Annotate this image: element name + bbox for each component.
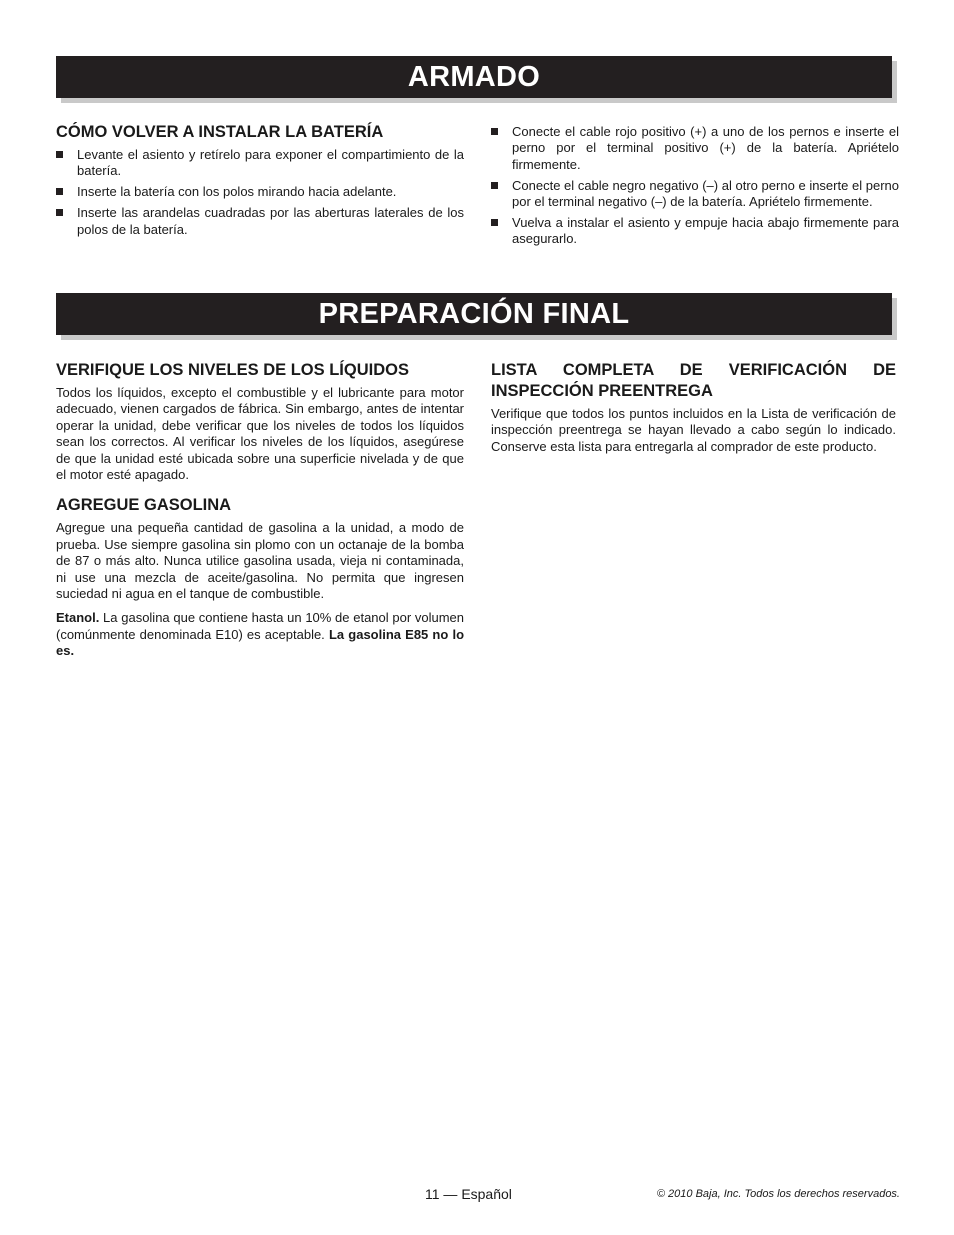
- square-bullet-icon: [491, 182, 498, 189]
- list-item: Conecte el cable rojo positivo (+) a uno de los pernos e inserte el perno por el terminal positivo (+) de la batería. Apriételo firmemente.: [491, 124, 899, 173]
- gasoline-body: Agregue una pequeña cantidad de gasolina a la unidad, a modo de prueba. Use siempre gasolina sin plomo con un octanaje de la bomba de 87 o más alto. Nunca utilice gasolina usada, vieja ni contaminada, ni use una mezcla de aceite/gasolina. No permita que ingresen suciedad ni agua en el tanque de combustible.: [56, 520, 464, 602]
- list-item: Conecte el cable negro negativo (–) al otro perno e inserte el perno por el terminal negativo (–) de la batería. Apriételo firmemente.: [491, 178, 899, 211]
- square-bullet-icon: [56, 188, 63, 195]
- section-title-armado: ARMADO: [407, 60, 541, 93]
- ethanol-text: La gasolina que contiene hasta un 10% de etanol por volumen (comúnmente denominada E10) es aceptable.: [56, 610, 464, 642]
- liquids-body: Todos los líquidos, excepto el combustible y el lubricante para motor adecuado, vienen cargados de fábrica. Sin embargo, antes de intentar operar la unidad, debe verificar que los niveles de todos los líquidos sean los correctos. Al verificar los niveles de los líquidos, asegúrese de que la unidad esté ubicada sobre una superficie nivelada y de que el motor esté apagado.: [56, 385, 464, 483]
- section-banner-armado: [56, 56, 892, 98]
- preparation-column-right: [491, 360, 896, 463]
- gasoline-heading: AGREGUE GASOLINA: [56, 496, 232, 515]
- list-item: Vuelva a instalar el asiento y empuje hacia abajo firmemente para asegurarlo.: [491, 215, 899, 248]
- ethanol-label: Etanol.: [56, 610, 100, 626]
- section-banner-preparacion: [56, 293, 892, 335]
- battery-steps-right: [491, 124, 899, 248]
- square-bullet-icon: [56, 151, 63, 158]
- ethanol-note: [56, 610, 464, 659]
- battery-column-left: [56, 122, 464, 243]
- square-bullet-icon: [491, 219, 498, 226]
- preparation-column-left: [56, 360, 464, 668]
- square-bullet-icon: [491, 128, 498, 135]
- battery-column-right: [491, 124, 899, 252]
- section-title-preparacion: PREPARACIÓN FINAL: [318, 297, 630, 330]
- list-item: Inserte la batería con los polos mirando hacia adelante.: [56, 184, 464, 200]
- ethanol-warning: La gasolina E85 no lo es.: [56, 626, 465, 659]
- page-number: 11 — Español: [425, 1186, 512, 1202]
- checklist-heading: LISTA COMPLETA DE VERIFICACIÓN DE INSPECCIÓN PREENTREGA: [491, 361, 896, 400]
- battery-steps-left: [56, 147, 464, 238]
- list-item: Inserte las arandelas cuadradas por las aberturas laterales de los polos de la batería.: [56, 205, 464, 238]
- battery-heading: CÓMO VOLVER A INSTALAR LA BATERÍA: [56, 123, 384, 141]
- list-item: Levante el asiento y retírelo para exponer el compartimiento de la batería.: [56, 147, 464, 180]
- copyright-notice: © 2010 Baja, Inc. Todos los derechos reservados.: [656, 1188, 900, 1200]
- liquids-heading: VERIFIQUE LOS NIVELES DE LOS LÍQUIDOS: [56, 361, 409, 379]
- square-bullet-icon: [56, 209, 63, 216]
- checklist-body: Verifique que todos los puntos incluidos en la Lista de verificación de inspección preentrega se hayan llevado a cabo según lo indicado. Conserve esta lista para entregarla al comprador de este producto.: [491, 406, 896, 454]
